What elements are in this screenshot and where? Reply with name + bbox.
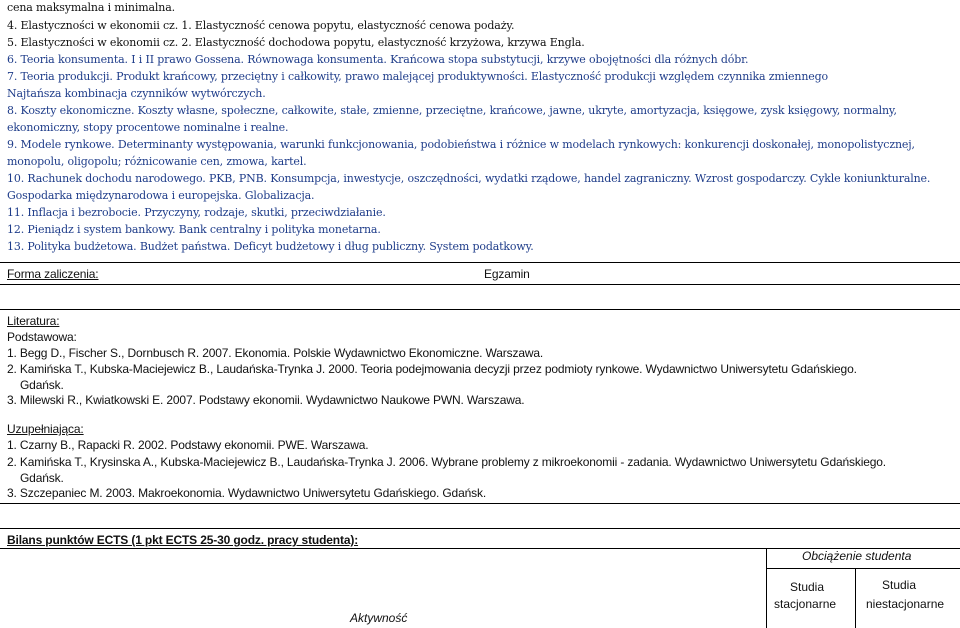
program-line: 11. Inflacja i bezrobocie. Przyczyny, rodzaje, skutki, przeciwdziałanie. [7, 206, 386, 219]
podstawowa-heading: Podstawowa: [7, 330, 77, 344]
program-line: 13. Polityka budżetowa. Budżet państwa. Deficyt budżetowy i dług publiczny. System podatkowy. [7, 240, 534, 253]
podstawowa-item: 3. Milewski R., Kwiatkowski E. 2007. Podstawy ekonomii. Wydawnictwo Naukowe PWN. Warszawa. [7, 393, 525, 407]
niestacjonarne-header-2: niestacjonarne [866, 597, 945, 611]
uzupelniajaca-item: 3. Szczepaniec M. 2003. Makroekonomia. Wydawnictwo Uniwersytetu Gdańskiego. Gdańsk. [7, 486, 487, 500]
literatura-heading: Literatura: [7, 314, 60, 328]
program-line: 12. Pieniądz i system bankowy. Bank centralny i polityka monetarna. [7, 223, 381, 236]
ects-col-divider [766, 548, 767, 628]
program-line: monopolu, oligopolu; różnicowanie cen, zmowa, kartel. [7, 155, 307, 168]
program-line: 8. Koszty ekonomiczne. Koszty własne, społeczne, całkowite, stałe, zmienne, przeciętne, krańcowe, jawne, ukryte, amortyzacja, księgowe, zysk księgowy, normalny, [7, 104, 897, 117]
section-divider [0, 309, 960, 310]
obciazenie-header: Obciążenie studenta [802, 549, 912, 563]
podstawowa-item: 2. Kamińska T., Kubska-Maciejewicz B., Laudańska-Trynka J. 2000. Teoria podejmowania decyzji przez podmioty rynkowe. Wydawnictwo Uniwersytetu Gdańskiego. [7, 362, 857, 376]
program-line: 6. Teoria konsumenta. I i II prawo Gossena. Równowaga konsumenta. Krańcowa stopa substytucji, krzywe obojętności dla różnych dóbr. [7, 53, 749, 66]
section-divider [0, 284, 960, 285]
podstawowa-item: Gdańsk. [20, 378, 64, 392]
section-divider [0, 503, 960, 504]
program-line: 9. Modele rynkowe. Determinanty występowania, warunki funkcjonowania, podobieństwa i różnice w modelach rynkowych: konkurencji doskonałej, monopolistycznej, [7, 138, 915, 151]
program-line: Gospodarka międzynarodowa i europejska. Globalizacja. [7, 189, 315, 202]
forma-zaliczenia-value: Egzamin [484, 267, 530, 281]
program-line: 10. Rachunek dochodu narodowego. PKB, PNB. Konsumpcja, inwestycje, oszczędności, wydatki rządowe, handel zagraniczny. Wzrost gospodarczy. Cykle koniunkturalne. [7, 172, 931, 185]
ects-heading: Bilans punktów ECTS (1 pkt ECTS 25-30 godz. pracy studenta): [7, 533, 359, 547]
uzupelniajaca-item: Gdańsk. [20, 471, 64, 485]
program-line: 4. Elastyczności w ekonomii cz. 1. Elastyczność cenowa popytu, elastyczność cenowa podaży. [7, 19, 515, 32]
program-line: ekonomiczny, stopy procentowe nominalne i realne. [7, 121, 289, 134]
uzupelniajaca-item: 1. Czarny B., Rapacki R. 2002. Podstawy ekonomii. PWE. Warszawa. [7, 438, 369, 452]
program-line: cena maksymalna i minimalna. [7, 1, 175, 14]
section-divider [0, 528, 960, 529]
program-line: 5. Elastyczności w ekonomii cz. 2. Elastyczność dochodowa popytu, elastyczność krzyżowa, krzywa Engla. [7, 36, 585, 49]
uzupelniajaca-item: 2. Kamińska T., Krysinska A., Kubska-Maciejewicz B., Laudańska-Trynka J. 2006. Wybrane problemy z mikroekonomii - zadania. Wydawnictwo Uniwersytetu Gdańskiego. [7, 455, 886, 469]
uzupelniajaca-heading: Uzupełniająca: [7, 422, 84, 436]
niestacjonarne-header-1: Studia [882, 578, 917, 592]
stacjonarne-header-2: stacjonarne [774, 597, 837, 611]
aktywnosc-header: Aktywność [350, 611, 408, 625]
program-line: 7. Teoria produkcji. Produkt krańcowy, przeciętny i całkowity, prawo malejącej produktywności. Elastyczność produkcji względem czynnika zmiennego [7, 70, 829, 83]
forma-zaliczenia-label: Forma zaliczenia: [7, 267, 99, 281]
podstawowa-item: 1. Begg D., Fischer S., Dornbusch R. 2007. Ekonomia. Polskie Wydawnictwo Ekonomiczne. Warszawa. [7, 346, 544, 360]
section-divider [0, 262, 960, 263]
stacjonarne-header-1: Studia [790, 580, 825, 594]
program-line: Najtańsza kombinacja czynników wytwórczych. [7, 87, 266, 100]
ects-col-divider [855, 568, 856, 628]
ects-table-divider [766, 568, 960, 569]
